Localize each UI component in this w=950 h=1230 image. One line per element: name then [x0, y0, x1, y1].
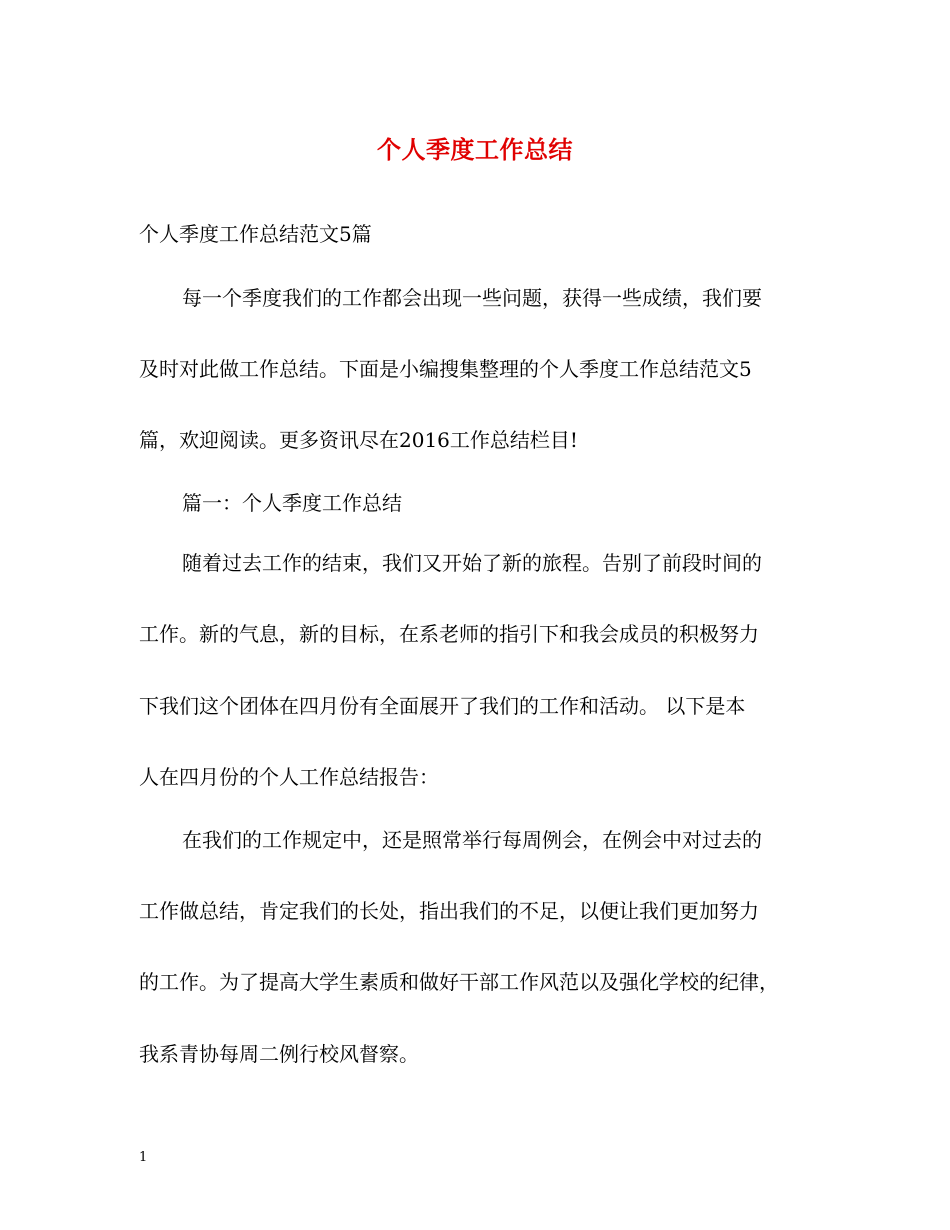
paragraph-line: 每一个季度我们的工作都会出现一些问题，获得一些成绩，我们要: [182, 286, 762, 310]
paragraph-line: 在我们的工作规定中，还是照常举行每周例会，在例会中对过去的: [182, 828, 762, 852]
section-heading: 篇一：个人季度工作总结: [182, 491, 402, 515]
paragraph-line: 的工作。为了提高大学生素质和做好干部工作风范以及强化学校的纪律，: [139, 970, 779, 994]
subtitle-line: 个人季度工作总结范文5篇: [139, 222, 372, 246]
paragraph-line: 工作做总结，肯定我们的长处，指出我们的不足，以便让我们更加努力: [139, 899, 759, 923]
paragraph-line: 篇，欢迎阅读。更多资讯尽在2016工作总结栏目!: [139, 428, 578, 452]
page-number: 1: [139, 1150, 148, 1165]
document-title: 个人季度工作总结: [377, 135, 573, 164]
paragraph-line: 我系青协每周二例行校风督察。: [139, 1042, 419, 1066]
paragraph-line: 下我们这个团体在四月份有全面展开了我们的工作和活动。 以下是本: [139, 694, 746, 718]
paragraph-line: 随着过去工作的结束，我们又开始了新的旅程。告别了前段时间的: [182, 551, 762, 575]
paragraph-line: 人在四月份的个人工作总结报告：: [139, 765, 439, 789]
paragraph-line: 及时对此做工作总结。下面是小编搜集整理的个人季度工作总结范文5: [139, 357, 752, 381]
paragraph-line: 工作。新的气息，新的目标，在系老师的指引下和我会成员的积极努力: [139, 622, 759, 646]
